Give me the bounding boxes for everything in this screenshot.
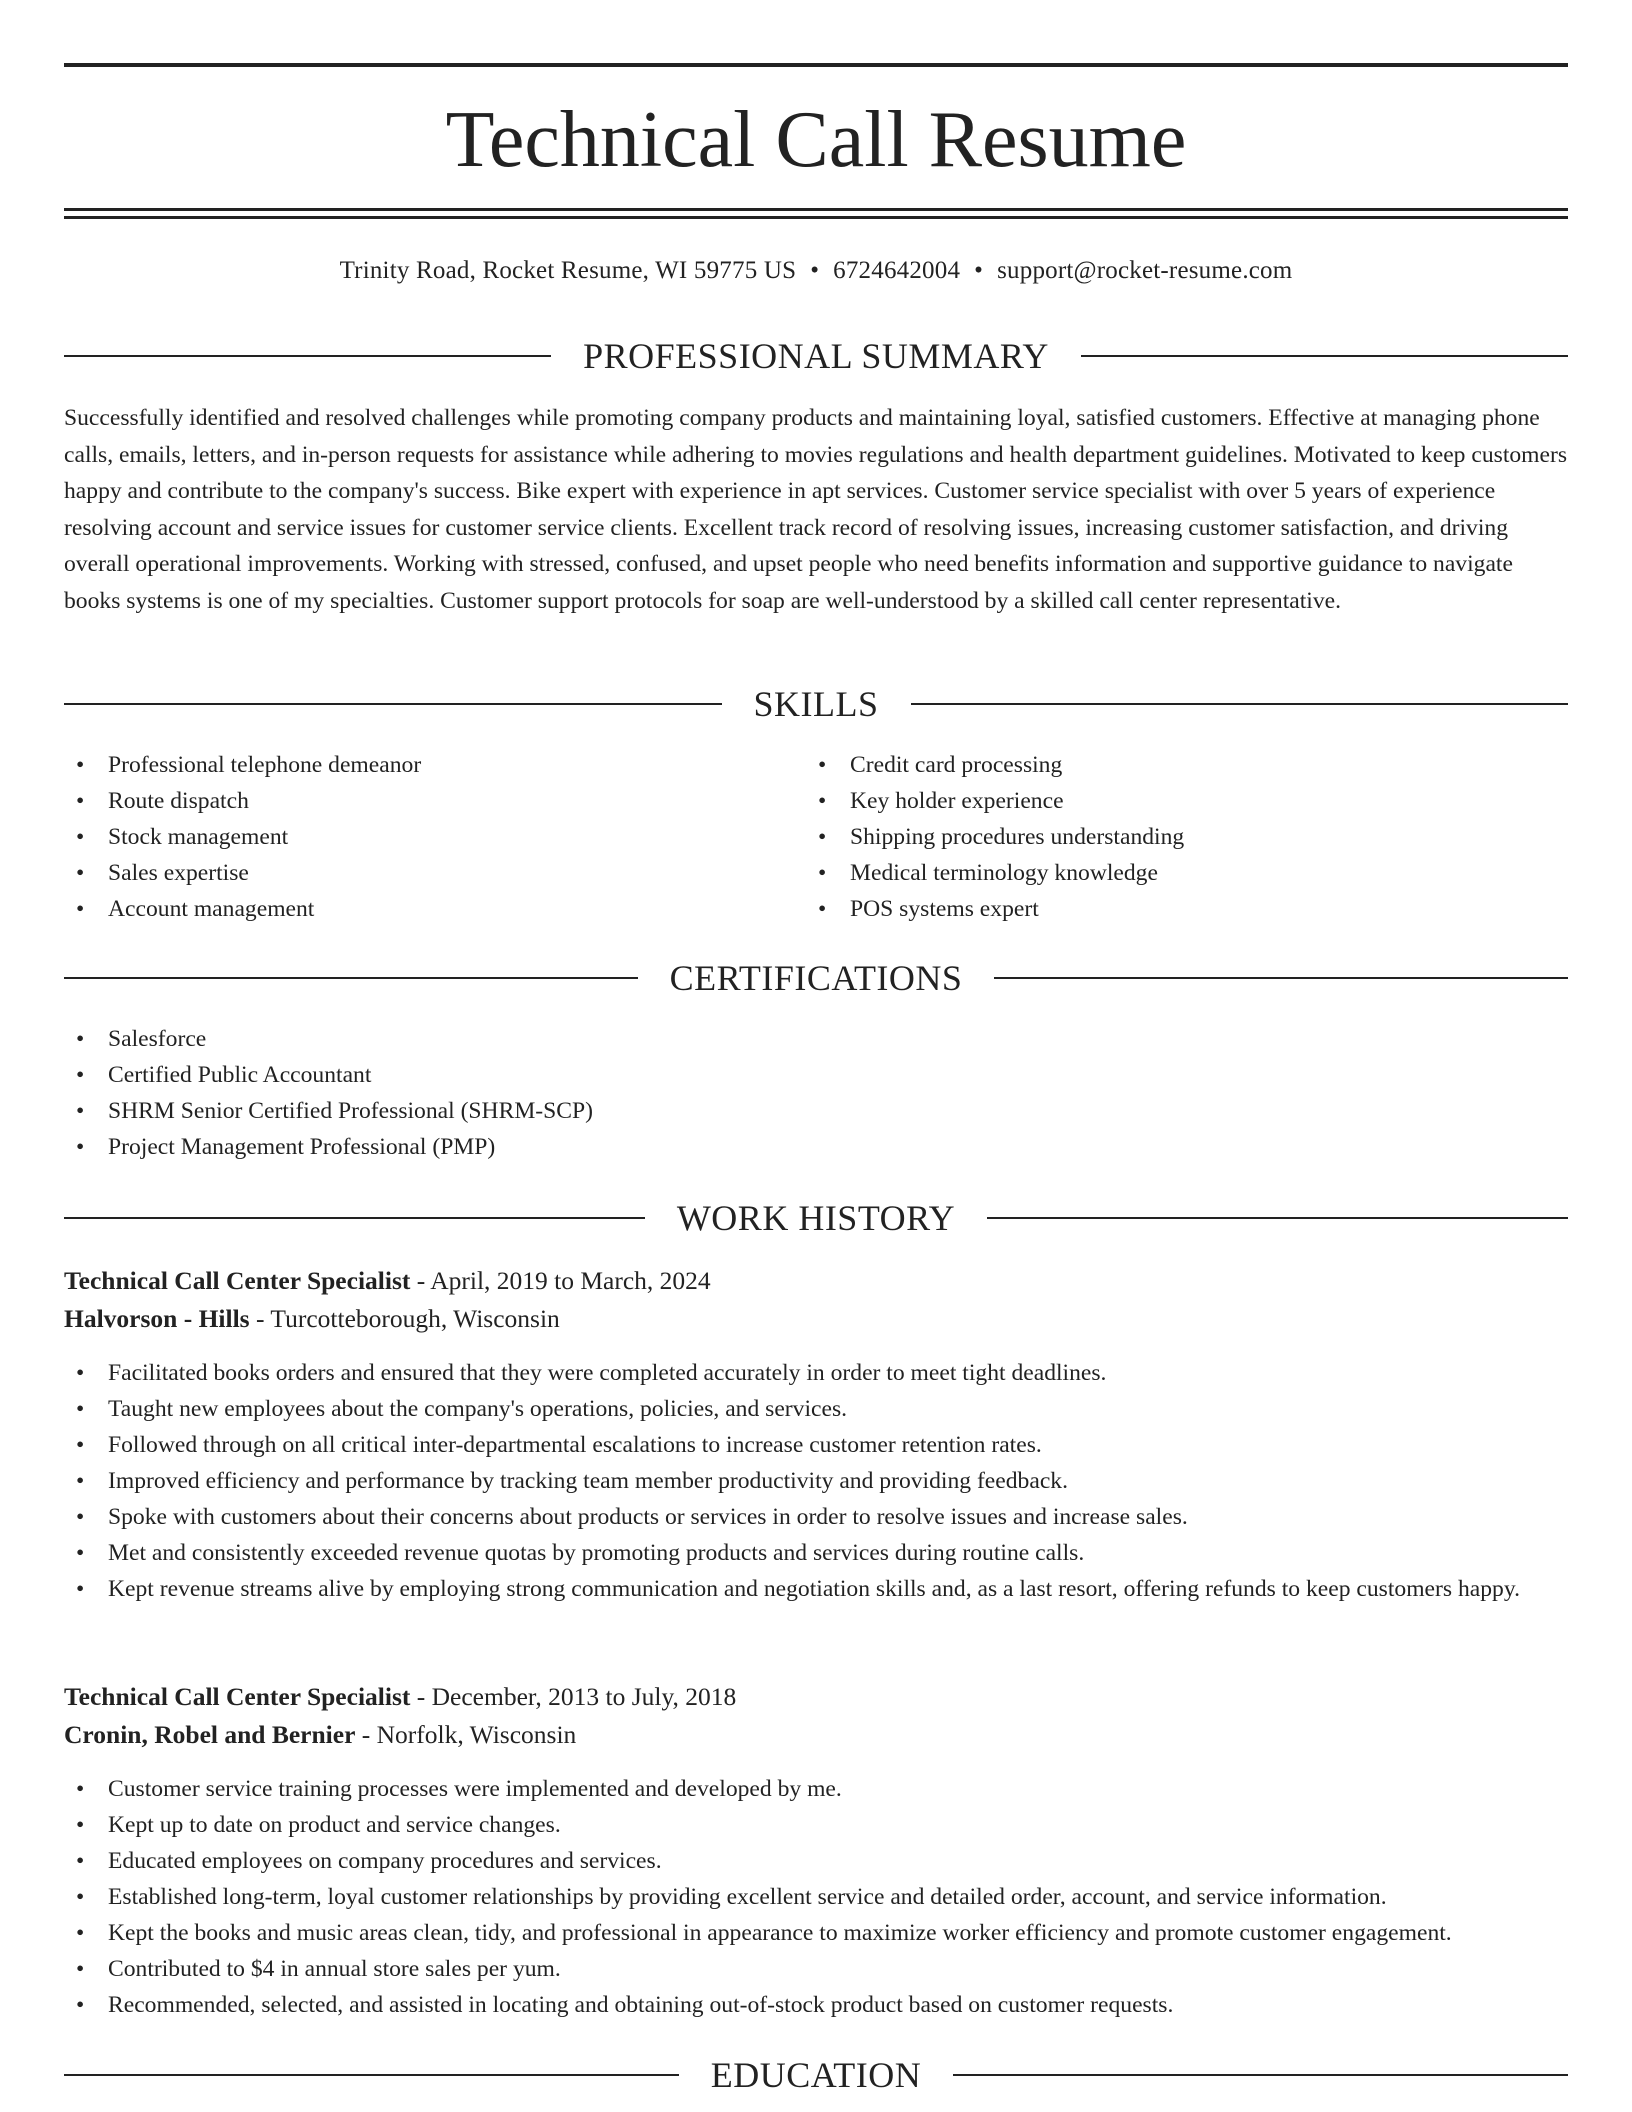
- section-title: SKILLS: [753, 684, 879, 724]
- company-location: Turcotteborough, Wisconsin: [270, 1304, 560, 1333]
- job-1-duties: [64, 1355, 1568, 1607]
- certification-item: • Salesforce: [64, 1021, 1568, 1057]
- skill-item: • Credit card processing: [806, 747, 1506, 783]
- contact-separator: •: [810, 257, 820, 284]
- title-rule-lower: [64, 216, 1568, 219]
- skill-item: • Stock management: [64, 819, 764, 855]
- duty-item: • Facilitated books orders and ensured that they were completed accurately in order to meet tight deadlines.: [64, 1355, 1568, 1391]
- duty-item: • Recommended, selected, and assisted in locating and obtaining out-of-stock product based on customer requests.: [64, 1987, 1568, 2023]
- section-heading-skills: [64, 684, 1568, 724]
- heading-rule: [994, 977, 1568, 979]
- skill-item: • Sales expertise: [64, 855, 764, 891]
- skill-item: • Route dispatch: [64, 783, 764, 819]
- job-2-title-line: [64, 1681, 1568, 1713]
- duties-list: [64, 1355, 1568, 1607]
- summary-text: Successfully identified and resolved challenges while promoting company products and maintaining loyal, satisfied customers. Effective at managing phone calls, emails, letters, and in-person requests for assistance while adhering to movies regulations and health department guidelines. Motivated to keep customers happy and contribute to the company's success. Bike expert with experience in apt services. Customer service specialist with over 5 years of experience resolving account and service issues for customer service clients. Excellent track record of resolving issues, increasing customer satisfaction, and driving overall operational improvements. Working with stressed, confused, and upset people who need benefits information and supportive guidance to navigate books systems is one of my specialties. Customer support protocols for soap are well-understood by a skilled call center representative.: [64, 405, 1568, 614]
- dash: -: [416, 1266, 426, 1295]
- job-2-company-line: [64, 1719, 1568, 1751]
- certifications-list: [64, 1021, 1568, 1165]
- duty-item: • Kept up to date on product and service changes.: [64, 1807, 1568, 1843]
- heading-rule: [64, 355, 551, 357]
- duties-list: [64, 1771, 1568, 2023]
- heading-rule: [911, 703, 1569, 705]
- skill-item: • Professional telephone demeanor: [64, 747, 764, 783]
- contact-line: [64, 256, 1568, 286]
- section-title: CERTIFICATIONS: [669, 958, 963, 998]
- dash: -: [361, 1720, 371, 1749]
- contact-phone: 6724642004: [833, 257, 961, 284]
- duty-item: • Followed through on all critical inter-departmental escalations to increase customer retention rates.: [64, 1427, 1568, 1463]
- heading-rule: [64, 2074, 679, 2076]
- duty-item: • Spoke with customers about their concerns about products or services in order to resolve issues and increase sales.: [64, 1499, 1568, 1535]
- heading-rule: [64, 1217, 645, 1219]
- job-dates: December, 2013 to July, 2018: [431, 1682, 737, 1711]
- certification-item: • SHRM Senior Certified Professional (SHRM-SCP): [64, 1093, 1568, 1129]
- heading-rule: [953, 2074, 1568, 2076]
- section-heading-education: [64, 2055, 1568, 2095]
- skills-list-left: [64, 747, 764, 927]
- duty-item: • Educated employees on company procedures and services.: [64, 1843, 1568, 1879]
- resume-title: Technical Call Resume: [445, 96, 1187, 184]
- skill-item: • POS systems expert: [806, 891, 1506, 927]
- contact-address: Trinity Road, Rocket Resume, WI 59775 US: [339, 257, 797, 284]
- skills-column-right: [806, 747, 1506, 927]
- duty-item: • Established long-term, loyal customer relationships by providing excellent service and detailed order, account, and service information.: [64, 1879, 1568, 1915]
- dash: -: [416, 1682, 426, 1711]
- top-rule: [64, 63, 1568, 67]
- heading-rule: [64, 703, 722, 705]
- job-1-company-line: [64, 1303, 1568, 1335]
- company-name: Halvorson - Hills: [64, 1304, 250, 1333]
- skill-item: • Account management: [64, 891, 764, 927]
- section-title: PROFESSIONAL SUMMARY: [583, 336, 1049, 376]
- duty-item: • Taught new employees about the company's operations, policies, and services.: [64, 1391, 1568, 1427]
- duty-item: • Customer service training processes were implemented and developed by me.: [64, 1771, 1568, 1807]
- section-heading-certifications: [64, 958, 1568, 998]
- heading-rule: [64, 977, 638, 979]
- dash: -: [255, 1304, 265, 1333]
- certification-item: • Project Management Professional (PMP): [64, 1129, 1568, 1165]
- job-title: Technical Call Center Specialist: [64, 1682, 411, 1711]
- heading-rule: [1081, 355, 1568, 357]
- certifications-block: [64, 1021, 1568, 1165]
- section-title: WORK HISTORY: [676, 1198, 956, 1238]
- title-rule-upper: [64, 208, 1568, 211]
- contact-separator: •: [974, 257, 984, 284]
- contact-email: support@rocket-resume.com: [997, 257, 1293, 284]
- skills-column-left: [64, 747, 764, 927]
- duty-item: • Met and consistently exceeded revenue quotas by promoting products and services during routine calls.: [64, 1535, 1568, 1571]
- certification-item: • Certified Public Accountant: [64, 1057, 1568, 1093]
- skill-item: • Shipping procedures understanding: [806, 819, 1506, 855]
- duty-item: • Kept the books and music areas clean, tidy, and professional in appearance to maximize worker efficiency and promote customer engagement.: [64, 1915, 1568, 1951]
- skills-list-right: [806, 747, 1506, 927]
- skill-item: • Key holder experience: [806, 783, 1506, 819]
- duty-item: • Contributed to $4 in annual store sales per yum.: [64, 1951, 1568, 1987]
- company-location: Norfolk, Wisconsin: [376, 1720, 577, 1749]
- job-dates: April, 2019 to March, 2024: [430, 1266, 711, 1295]
- job-title: Technical Call Center Specialist: [64, 1266, 411, 1295]
- job-1-title-line: [64, 1265, 1568, 1297]
- duty-item: • Improved efficiency and performance by tracking team member productivity and providing feedback.: [64, 1463, 1568, 1499]
- section-heading-work-history: [64, 1198, 1568, 1238]
- skill-item: • Medical terminology knowledge: [806, 855, 1506, 891]
- section-title: EDUCATION: [710, 2055, 922, 2095]
- duty-item: • Kept revenue streams alive by employing strong communication and negotiation skills and, as a last resort, offering refunds to keep customers happy.: [64, 1571, 1568, 1607]
- section-heading-summary: [64, 336, 1568, 376]
- job-2-duties: [64, 1771, 1568, 2023]
- heading-rule: [987, 1217, 1568, 1219]
- company-name: Cronin, Robel and Bernier: [64, 1720, 356, 1749]
